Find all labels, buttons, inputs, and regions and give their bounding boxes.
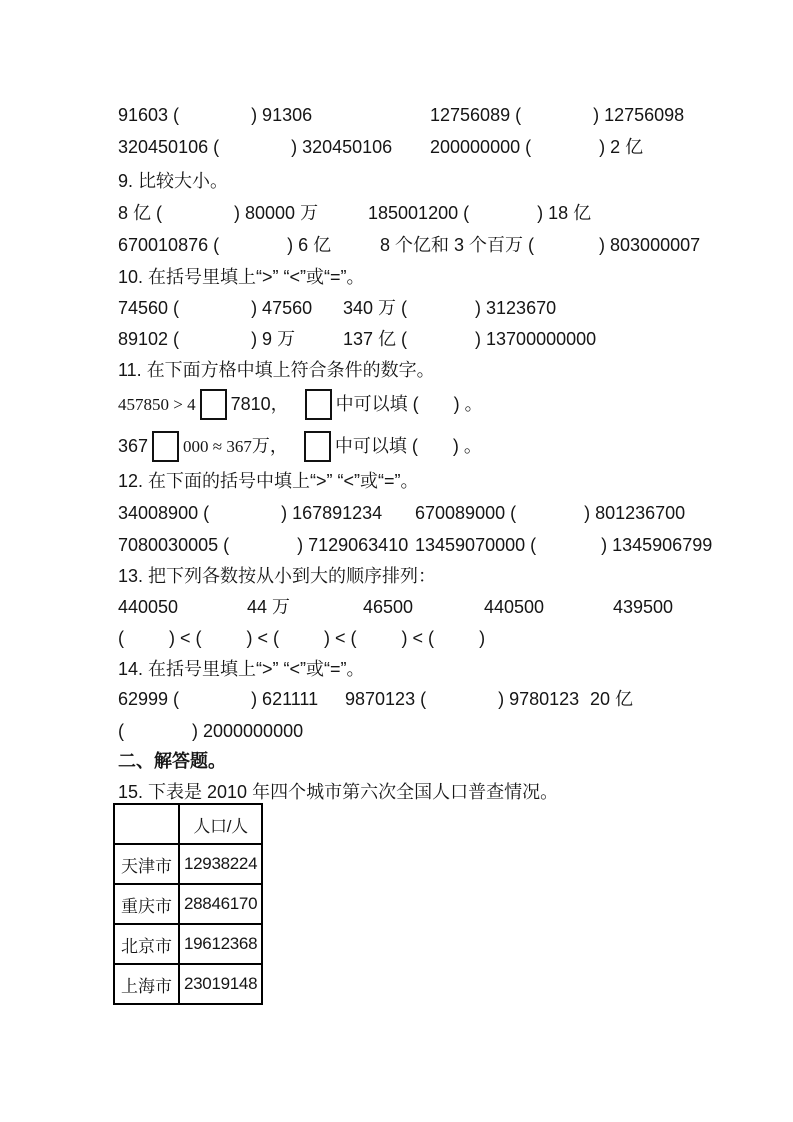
population-cell: 19612368 bbox=[179, 924, 262, 964]
expression-lead: 367 bbox=[118, 435, 149, 456]
table-col-header: 人口/人 bbox=[179, 804, 262, 844]
comparison-left-close: ) 7129063410 bbox=[297, 535, 409, 555]
comparison-left-close: ) 91306 bbox=[251, 105, 313, 125]
comparison-right bbox=[343, 328, 596, 351]
table-row bbox=[114, 924, 262, 964]
table-row bbox=[114, 844, 262, 884]
comparison-right bbox=[415, 534, 712, 557]
expression-tail: 7810， bbox=[230, 393, 289, 414]
comparison-right-open: 13459070000 ( bbox=[415, 535, 537, 555]
q14-row1 bbox=[118, 688, 634, 711]
order-chunk: ) < ( bbox=[401, 628, 435, 648]
sort-number: 439500 bbox=[613, 597, 674, 617]
table-row bbox=[114, 964, 262, 1004]
sort-number: 440500 bbox=[484, 597, 545, 617]
comparison-right-close: ) 3123670 bbox=[475, 298, 557, 318]
q11-title: 11. 在下面方格中填上符合条件的数字。 bbox=[118, 360, 435, 380]
q8-row1 bbox=[118, 104, 685, 127]
sort-number: 46500 bbox=[363, 597, 414, 617]
q15-title: 15. 下表是 2010 年四个城市第六次全国人口普查情况。 bbox=[118, 782, 559, 802]
answer-box bbox=[152, 431, 179, 462]
sort-number: 440050 bbox=[118, 597, 179, 617]
comparison-right-open: 12756089 ( bbox=[430, 105, 522, 125]
q12-row2 bbox=[118, 534, 713, 557]
comparison-left-close: ) 6 亿 bbox=[287, 235, 332, 255]
comparison-left-close: ) 2000000000 bbox=[192, 721, 304, 741]
comparison-right-close: ) 803000007 bbox=[599, 235, 701, 255]
comparison-right-open: 137 亿 ( bbox=[343, 329, 408, 349]
answer-box bbox=[305, 389, 332, 420]
city-cell: 天津市 bbox=[114, 844, 179, 884]
comparison-left-close: ) 621111 bbox=[251, 689, 319, 709]
comparison-left-open: 670010876 ( bbox=[118, 235, 220, 255]
q8-row2 bbox=[118, 136, 644, 159]
population-cell: 28846170 bbox=[179, 884, 262, 924]
unit-label: 万， bbox=[251, 435, 288, 456]
order-chunk: ) bbox=[479, 628, 486, 648]
comparison-left-open: 320450106 ( bbox=[118, 137, 220, 157]
q11-line1 bbox=[118, 384, 483, 424]
city-cell: 重庆市 bbox=[114, 884, 179, 924]
comparison-right-open: 670089000 ( bbox=[415, 503, 517, 523]
q14-title: 14. 在括号里填上“>” “<”或“=”。 bbox=[118, 659, 365, 679]
comparison-right-close: ) 9780123 bbox=[498, 689, 580, 709]
q12-title: 12. 在下面的括号中填上“>” “<”或“=”。 bbox=[118, 471, 419, 491]
comparison-right bbox=[345, 688, 579, 711]
q9-row1 bbox=[118, 202, 592, 225]
comparison-right-open: 8 个亿和 3 个百万 ( bbox=[380, 235, 535, 255]
q13-title: 13. 把下列各数按从小到大的顺序排列： bbox=[118, 566, 437, 586]
comparison-right-open: 200000000 ( bbox=[430, 137, 532, 157]
answer-box bbox=[200, 389, 227, 420]
comparison-right bbox=[368, 202, 591, 225]
comparison-right-open: 185001200 ( bbox=[368, 203, 470, 223]
q12-row1 bbox=[118, 502, 686, 525]
comparison-right-close: ) 1345906799 bbox=[601, 535, 713, 555]
q9-title: 9. 比较大小。 bbox=[118, 171, 229, 191]
comparison-right-close: ) 801236700 bbox=[584, 503, 686, 523]
sort-number: 44 万 bbox=[247, 597, 291, 617]
comparison-left-open: 34008900 ( bbox=[118, 503, 210, 523]
census-table bbox=[113, 803, 263, 1005]
q14-row2 bbox=[118, 720, 303, 743]
comparison-right bbox=[415, 502, 685, 525]
q13-order-blanks bbox=[118, 627, 485, 650]
q9-row2 bbox=[118, 234, 701, 257]
comparison-left-open: 7080030005 ( bbox=[118, 535, 230, 555]
comparison-left-open: 89102 ( bbox=[118, 329, 180, 349]
city-cell: 北京市 bbox=[114, 924, 179, 964]
comparison-left-open: 91603 ( bbox=[118, 105, 180, 125]
fill-prompt: 中可以填 ( bbox=[334, 435, 418, 456]
inequality-expression: 457850 > 4 bbox=[118, 394, 196, 414]
approx-expression: 000 ≈ 367 bbox=[183, 436, 252, 456]
comparison-left-close: ) 47560 bbox=[251, 298, 313, 318]
q11-line2 bbox=[118, 426, 482, 466]
comparison-right-close: ) 13700000000 bbox=[475, 329, 597, 349]
order-chunk: ( bbox=[118, 628, 124, 648]
comparison-left-open: 8 亿 ( bbox=[118, 203, 163, 223]
q10-row2 bbox=[118, 328, 597, 351]
comparison-left-close: ) 320450106 bbox=[291, 137, 393, 157]
answer-box bbox=[304, 431, 331, 462]
comparison-left-close: ) 167891234 bbox=[281, 503, 383, 523]
comparison-right-close: ) 2 亿 bbox=[599, 137, 644, 157]
table-row bbox=[114, 804, 262, 844]
section-2-heading: 二、解答题。 bbox=[118, 751, 226, 771]
table-row bbox=[114, 884, 262, 924]
fill-prompt: 中可以填 ( bbox=[335, 393, 419, 414]
comparison-third-lead: 20 亿 bbox=[590, 689, 634, 709]
fill-prompt-close: ) 。 bbox=[452, 435, 482, 456]
comparison-right bbox=[430, 136, 643, 159]
comparison-left-close: ) 9 万 bbox=[251, 329, 296, 349]
comparison-right bbox=[380, 234, 700, 257]
population-cell: 23019148 bbox=[179, 964, 262, 1004]
table-corner-cell bbox=[114, 804, 179, 844]
q10-row1 bbox=[118, 297, 557, 320]
comparison-left-open: 74560 ( bbox=[118, 298, 180, 318]
city-cell: 上海市 bbox=[114, 964, 179, 1004]
order-chunk: ) < ( bbox=[169, 628, 202, 648]
comparison-left-open: 62999 ( bbox=[118, 689, 180, 709]
comparison-right-close: ) 18 亿 bbox=[537, 203, 592, 223]
comparison-left-open: ( bbox=[118, 721, 124, 741]
comparison-left-close: ) 80000 万 bbox=[234, 203, 319, 223]
comparison-right bbox=[343, 297, 556, 320]
q10-title: 10. 在括号里填上“>” “<”或“=”。 bbox=[118, 267, 365, 287]
comparison-right-open: 340 万 ( bbox=[343, 298, 408, 318]
order-chunk: ) < ( bbox=[324, 628, 357, 648]
comparison-right-close: ) 12756098 bbox=[593, 105, 685, 125]
order-chunk: ) < ( bbox=[246, 628, 280, 648]
comparison-right bbox=[430, 104, 684, 127]
fill-prompt-close: ) 。 bbox=[453, 393, 483, 414]
comparison-right-open: 9870123 ( bbox=[345, 689, 427, 709]
population-cell: 12938224 bbox=[179, 844, 262, 884]
